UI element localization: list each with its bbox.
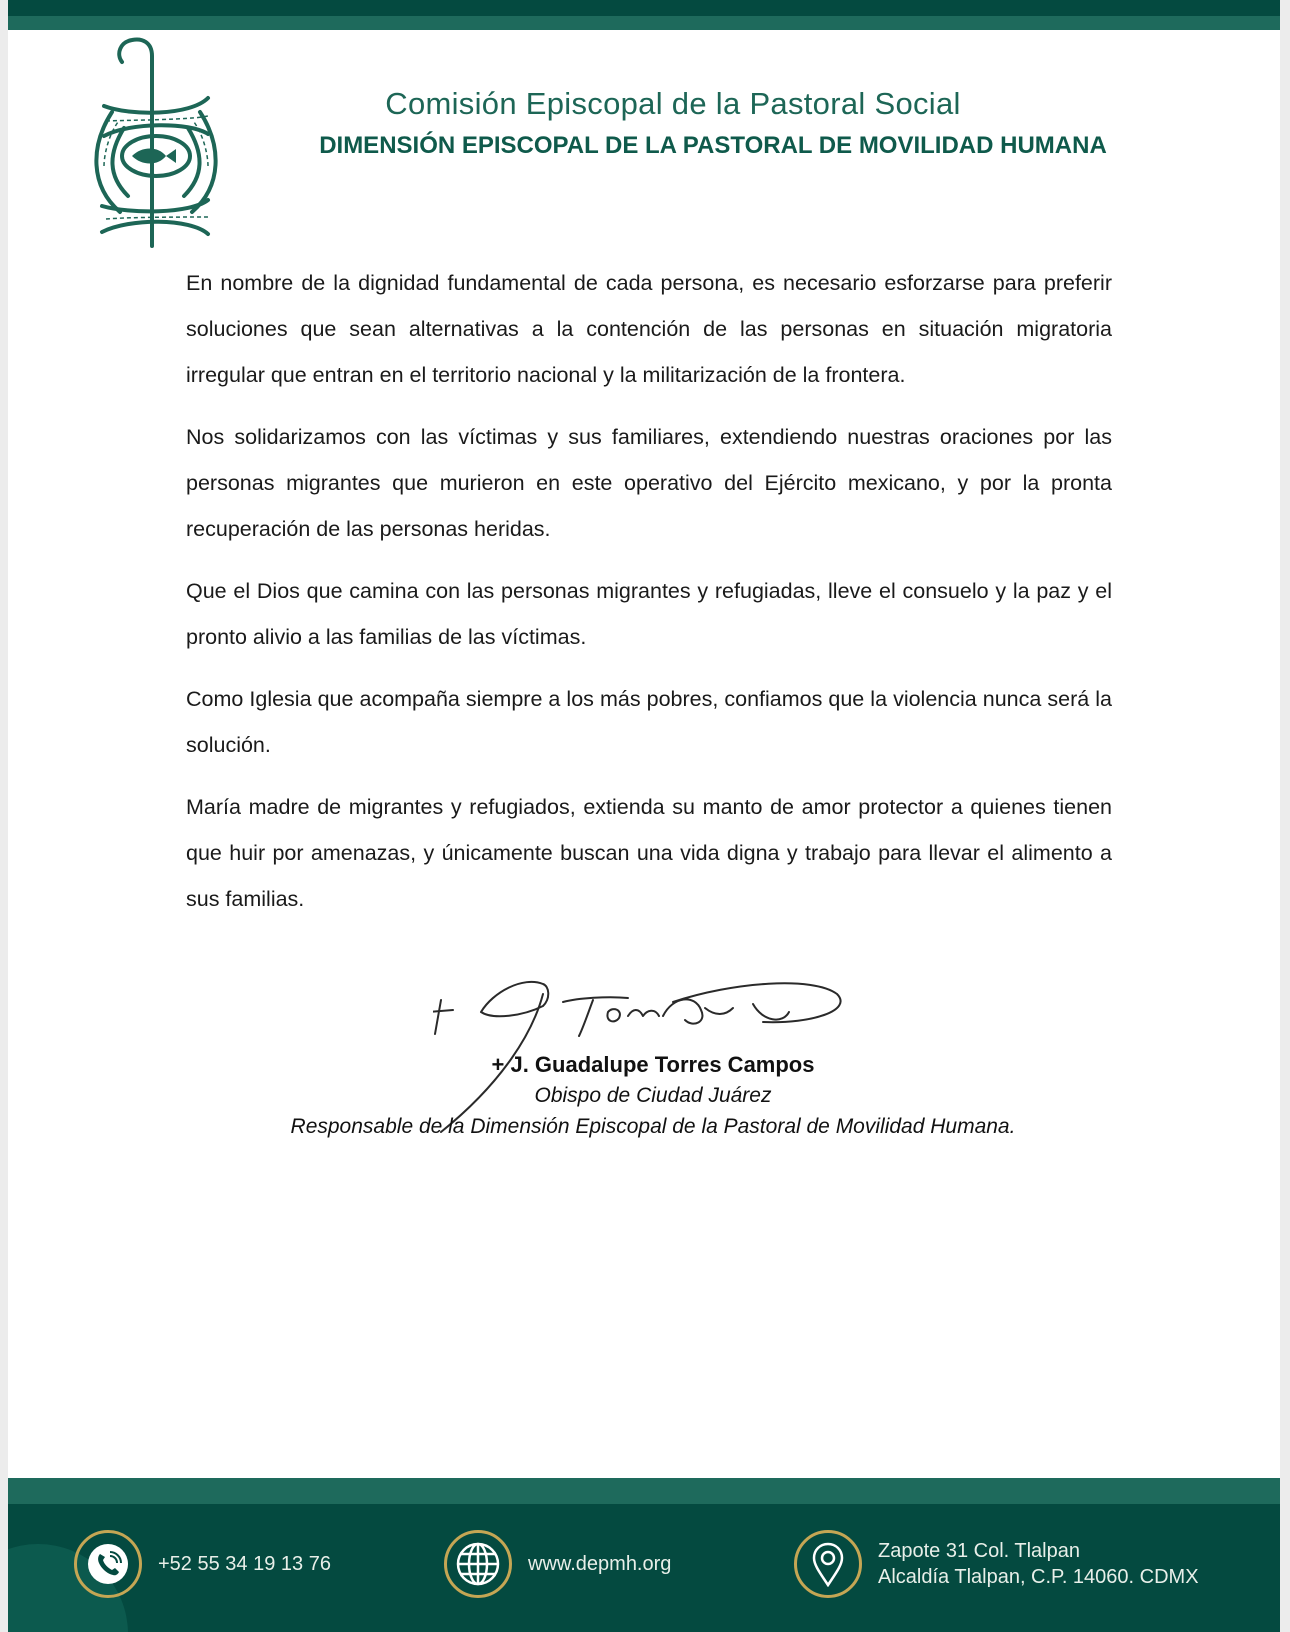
paragraph: Como Iglesia que acompaña siempre a los más pobres, confiamos que la violencia nunca será la solución.: [186, 687, 1112, 757]
footer-website: [444, 1530, 671, 1598]
top-band-accent: [8, 16, 1280, 30]
letter-body: [186, 260, 1112, 938]
paragraph: María madre de migrantes y refugiados, extienda su manto de amor protector a quienes tienen que huir por amenazas, y únicamente buscan una vida digna y trabajo para llevar el alimento a sus familias.: [186, 795, 1112, 911]
paragraph: En nombre de la dignidad fundamental de cada persona, es necesario esforzarse para preferir soluciones que sean alternativas a la contención de las personas en situación migratoria irregular que entran en el territorio nacional y la militarización de la frontera.: [186, 271, 1112, 387]
paragraph: Que el Dios que camina con las personas migrantes y refugiadas, lleve el consuelo y la paz y el pronto alivio a las familias de las víctimas.: [186, 579, 1112, 649]
signer-responsibility: Responsable de la Dimensión Episcopal de la Pastoral de Movilidad Humana.: [290, 1115, 1016, 1138]
paragraph: Nos solidarizamos con las víctimas y sus familiares, extendiendo nuestras oraciones por las personas migrantes que murieron en este operativo del Ejército mexicano, y por la pronta recuperación de las personas heridas.: [186, 425, 1112, 541]
address-line-2: Alcaldía Tlalpan, C.P. 14060. CDMX: [878, 1566, 1199, 1588]
footer: [8, 1504, 1280, 1632]
footer-band-accent: [8, 1478, 1280, 1504]
footer-phone: [74, 1530, 331, 1598]
address-line-1: Zapote 31 Col. Tlalpan: [878, 1540, 1080, 1562]
letter-page: [8, 0, 1280, 1632]
globe-icon: [444, 1530, 512, 1598]
signer-role: Obispo de Ciudad Juárez: [534, 1084, 772, 1107]
header-title: Comisión Episcopal de la Pastoral Social: [385, 86, 961, 121]
top-band: [8, 0, 1280, 16]
footer-address: [794, 1530, 1199, 1598]
phone-number[interactable]: +52 55 34 19 13 76: [158, 1552, 331, 1575]
phone-icon: [74, 1530, 142, 1598]
website-link[interactable]: www.depmh.org: [528, 1552, 672, 1575]
location-pin-icon: [794, 1530, 862, 1598]
header-subtitle: DIMENSIÓN EPISCOPAL DE LA PASTORAL DE MOVILIDAD HUMANA: [319, 132, 1107, 159]
signer-name: + J. Guadalupe Torres Campos: [491, 1052, 815, 1077]
